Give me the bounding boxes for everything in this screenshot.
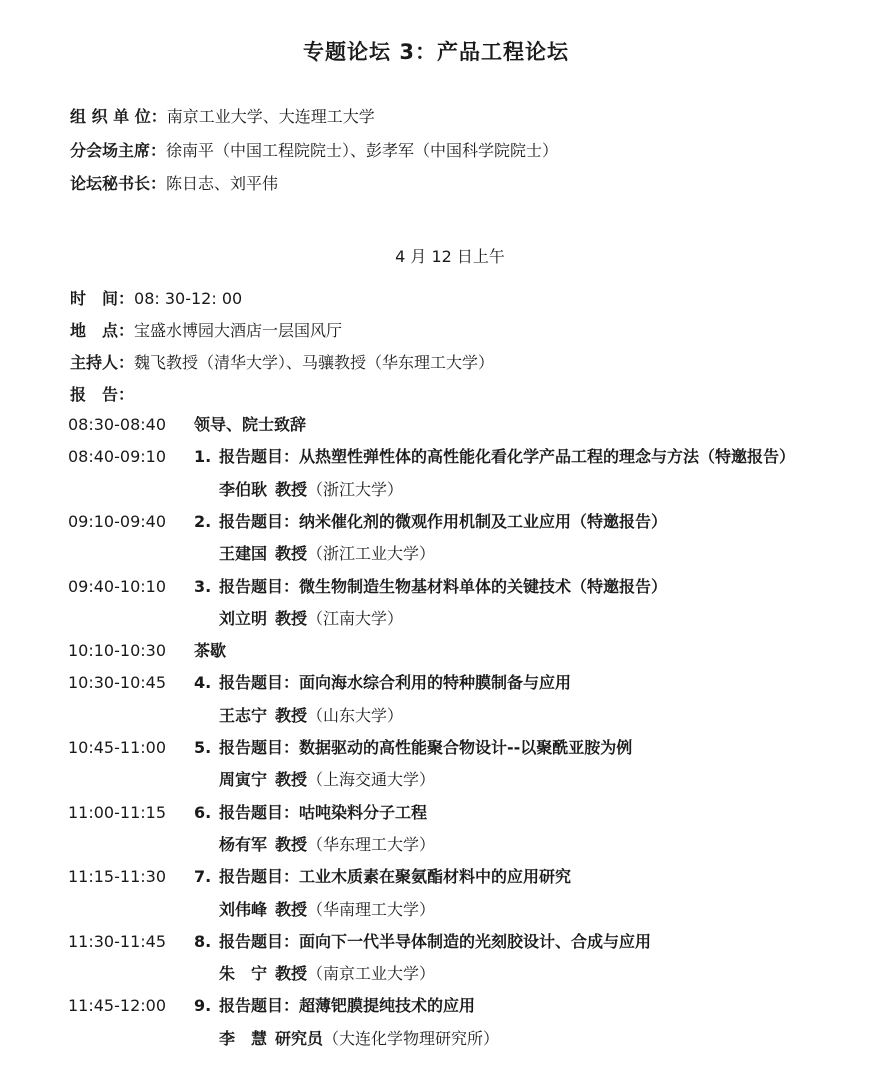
speaker-row	[0, 608, 872, 630]
speaker-info	[219, 899, 435, 921]
speaker-org: （华南理工大学）	[307, 899, 436, 919]
speaker-name: 王建国	[219, 544, 268, 564]
session-date: 4 月 12 日上午	[395, 247, 505, 266]
chairs-value: 徐南平（中国工程院院士）、彭孝军（中国科学院院士）	[166, 141, 559, 160]
report-number: 3.	[194, 576, 212, 596]
schedule-row	[0, 414, 872, 436]
schedule-time: 09:40-10:10	[68, 576, 166, 596]
speaker-name: 朱 宁	[219, 964, 268, 984]
speaker-org: （浙江大学）	[307, 479, 404, 499]
schedule-time: 09:10-09:40	[68, 511, 166, 531]
speaker-title: 教授	[275, 770, 308, 790]
schedule-content: 茶歇	[194, 641, 227, 661]
speaker-row	[0, 1028, 872, 1050]
reports-label: 报 告：	[70, 385, 135, 404]
schedule-time: 08:30-08:40	[68, 415, 166, 434]
speaker-org: （华东理工大学）	[307, 834, 436, 854]
speaker-row	[0, 479, 872, 501]
report-number: 2.	[194, 511, 212, 531]
speaker-row	[0, 705, 872, 727]
speaker-title: 教授	[275, 544, 308, 564]
speaker-title: 教授	[275, 899, 308, 919]
schedule-row	[0, 737, 872, 759]
speaker-title: 教授	[275, 705, 308, 725]
report-number: 9.	[194, 996, 212, 1016]
speaker-title: 教授	[275, 479, 308, 499]
schedule-time: 11:15-11:30	[68, 867, 166, 887]
speaker-info	[219, 769, 435, 791]
page-title: 专题论坛 3：产品工程论坛	[303, 40, 569, 64]
report-topic: 报告题目：面向下一代半导体制造的光刻胶设计、合成与应用	[219, 931, 652, 951]
schedule-row	[0, 931, 872, 953]
report-number: 7.	[194, 867, 212, 887]
speaker-info	[219, 963, 435, 985]
schedule-row	[0, 640, 872, 662]
schedule-time: 08:40-09:10	[68, 447, 166, 467]
speaker-name: 刘立明	[219, 608, 268, 628]
report-number: 4.	[194, 673, 212, 693]
speaker-info	[219, 705, 403, 727]
schedule-time: 11:00-11:15	[68, 802, 166, 822]
organizers-line	[70, 104, 375, 127]
report-topic: 报告题目：咕吨染料分子工程	[219, 802, 428, 822]
speaker-name: 王志宁	[219, 705, 268, 725]
speaker-title: 教授	[275, 834, 308, 854]
speaker-org: （江南大学）	[307, 608, 404, 628]
schedule-content: 领导、院士致辞	[194, 415, 307, 434]
report-topic: 报告题目：超薄钯膜提纯技术的应用	[219, 996, 476, 1016]
chairs-line	[70, 138, 558, 161]
speaker-name: 周寅宁	[219, 770, 268, 790]
speaker-title: 教授	[275, 964, 308, 984]
speaker-row	[0, 769, 872, 791]
speaker-org: （浙江工业大学）	[307, 544, 436, 564]
organizers-label: 组 织 单 位：	[70, 107, 167, 126]
speaker-name: 李 慧	[219, 1028, 268, 1048]
speaker-info	[219, 543, 435, 565]
schedule-time: 11:30-11:45	[68, 931, 166, 951]
speaker-row	[0, 899, 872, 921]
schedule-time: 10:30-10:45	[68, 673, 166, 693]
report-topic: 报告题目：工业木质素在聚氨酯材料中的应用研究	[219, 867, 572, 887]
speaker-name: 杨有军	[219, 834, 268, 854]
speaker-info	[219, 608, 403, 630]
report-topic: 报告题目：面向海水综合利用的特种膜制备与应用	[219, 673, 572, 693]
speaker-row	[0, 543, 872, 565]
place-line	[70, 318, 342, 341]
host-value: 魏飞教授（清华大学）、马骧教授（华东理工大学）	[134, 353, 495, 372]
speaker-info	[219, 479, 403, 501]
schedule-time: 10:10-10:30	[68, 641, 166, 661]
schedule-row	[0, 802, 872, 824]
report-number: 5.	[194, 738, 212, 757]
organizers-value: 南京工业大学、大连理工大学	[166, 107, 375, 126]
secretary-value: 陈日志、刘平伟	[166, 174, 279, 193]
speaker-title: 教授	[275, 608, 308, 628]
schedule-row	[0, 995, 872, 1017]
speaker-title: 研究员	[275, 1028, 324, 1048]
schedule-time: 11:45-12:00	[68, 996, 166, 1016]
speaker-org: （山东大学）	[307, 705, 404, 725]
host-label: 主持人：	[70, 353, 135, 372]
secretary-label: 论坛秘书长：	[70, 174, 167, 193]
schedule-time: 10:45-11:00	[68, 738, 166, 757]
schedule-row	[0, 446, 872, 468]
time-line	[70, 286, 242, 309]
speaker-row	[0, 963, 872, 985]
secretary-line	[70, 171, 278, 194]
report-topic: 报告题目：微生物制造生物基材料单体的关键技术（特邀报告）	[219, 576, 668, 596]
report-number: 8.	[194, 931, 212, 951]
time-value: 08: 30-12: 00	[134, 289, 243, 308]
speaker-name: 刘伟峰	[219, 899, 268, 919]
report-topic: 报告题目：数据驱动的高性能聚合物设计--以聚酰亚胺为例	[219, 738, 633, 757]
report-topic: 报告题目：从热塑性弹性体的高性能化看化学产品工程的理念与方法（特邀报告）	[219, 447, 796, 467]
report-number: 1.	[194, 447, 212, 467]
place-label: 地 点：	[70, 321, 135, 340]
schedule-row	[0, 866, 872, 888]
report-topic: 报告题目：纳米催化剂的微观作用机制及工业应用（特邀报告）	[219, 511, 668, 531]
speaker-info	[219, 834, 435, 856]
speaker-org: （大连化学物理研究所）	[323, 1028, 500, 1048]
speaker-info	[219, 1028, 499, 1050]
speaker-org: （上海交通大学）	[307, 770, 436, 790]
speaker-name: 李伯耿	[219, 479, 268, 499]
schedule-row	[0, 511, 872, 533]
host-line	[70, 350, 494, 373]
report-number: 6.	[194, 802, 212, 822]
schedule-row	[0, 576, 872, 598]
reports-heading	[70, 382, 134, 405]
time-label: 时 间：	[70, 289, 135, 308]
chairs-label: 分会场主席：	[70, 141, 167, 160]
schedule-row	[0, 672, 872, 694]
speaker-org: （南京工业大学）	[307, 964, 436, 984]
place-value: 宝盛水博园大酒店一层国风厅	[134, 321, 343, 340]
speaker-row	[0, 834, 872, 856]
